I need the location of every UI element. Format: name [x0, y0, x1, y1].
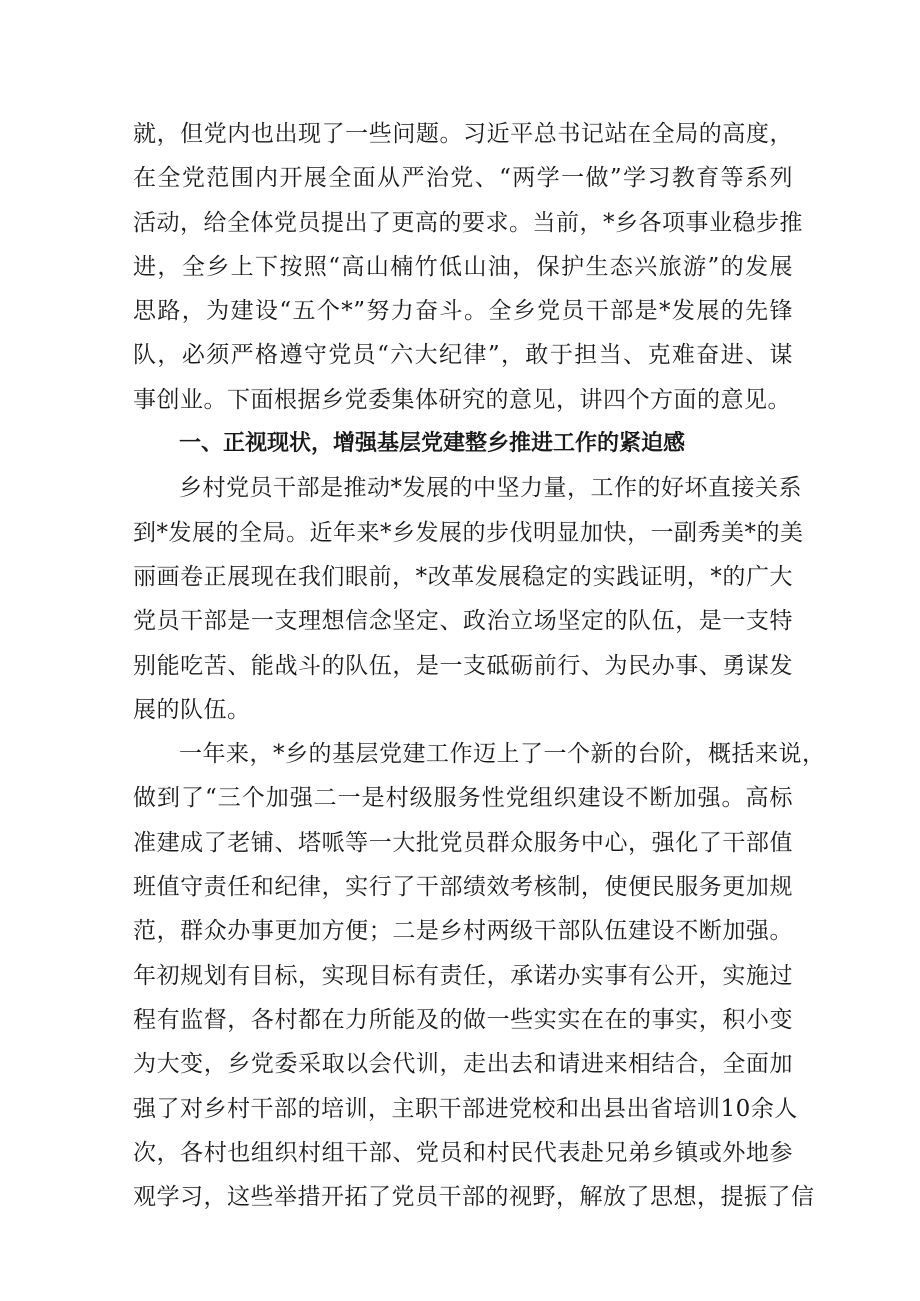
text-line: 做到了“三个加强二一是村级服务性党组织建设不断加强。高标	[133, 785, 793, 812]
text-line: 党员干部是一支理想信念坚定、政治立场坚定的队伍，是一支特	[133, 608, 793, 635]
text-line: 乡村党员干部是推动*发展的中坚力量，工作的好坏直接关系	[179, 475, 802, 502]
text-line: 班值守责任和纪律，实行了干部绩效考核制，使便民服务更加规	[133, 874, 793, 901]
text-line: 活动，给全体党员提出了更高的要求。当前，*乡各项事业稳步推	[133, 209, 803, 236]
text-line: 事创业。下面根据乡党委集体研究的意见，讲四个方面的意见。	[133, 386, 791, 413]
text-line: 年初规划有目标，实现目标有责任，承诺办实事有公开，实施过	[133, 962, 793, 989]
text-line: 就，但党内也出现了一些问题。习近平总书记站在全局的高度，	[133, 121, 793, 147]
text-line: 程有监督，各村都在力所能及的做一些实实在在的事实，积小变	[133, 1006, 793, 1033]
section-heading: 一、正视现状，增强基层党建整乡推进工作的紧迫感	[179, 431, 686, 457]
text-line: 观学习，这些举措开拓了党员干部的视野，解放了思想，提振了信	[133, 1184, 815, 1211]
text-line: 次，各村也组织村组干部、党员和村民代表赴兄弟乡镇或外地参	[133, 1139, 793, 1166]
text-line: 展的队伍。	[133, 696, 251, 723]
text-line: 队，必须严格遵守党员“六大纪律”，敢于担当、克难奋进、谋	[133, 342, 793, 369]
text-line: 为大变，乡党委采取以会代训，走出去和请进来相结合，全面加	[133, 1051, 793, 1078]
text-line: 范，群众办事更加方便；二是乡村两级干部队伍建设不断加强。	[133, 918, 793, 945]
text-line: 准建成了老铺、塔哌等一大批党员群众服务中心，强化了干部值	[133, 829, 793, 856]
text-line: 到*发展的全局。近年来*乡发展的步伐明显加快，一副秀美*的美	[133, 519, 804, 546]
text-line: 思路，为建设“五个*”努力奋斗。全乡党员干部是*发展的先锋	[133, 298, 793, 325]
text-line: 别能吃苦、能战斗的队伍，是一支砥砺前行、为民办事、勇谋发	[133, 652, 793, 679]
text-line: 进，全乡上下按照“高山楠竹低山油，保护生态兴旅游”的发展	[133, 253, 793, 280]
document-page	[133, 112, 826, 1219]
text-line: 在全党范围内开展全面从严治党、“两学一做”学习教育等系列	[133, 165, 793, 192]
text-line: 丽画卷正展现在我们眼前，*改革发展稳定的实践证明，*的广大	[133, 563, 793, 590]
text-line: 一年来，*乡的基层党建工作迈上了一个新的台阶，概括来说，	[179, 741, 826, 768]
text-line: 强了对乡村干部的培训，主职干部进党校和出县出省培训10余人	[133, 1095, 798, 1122]
